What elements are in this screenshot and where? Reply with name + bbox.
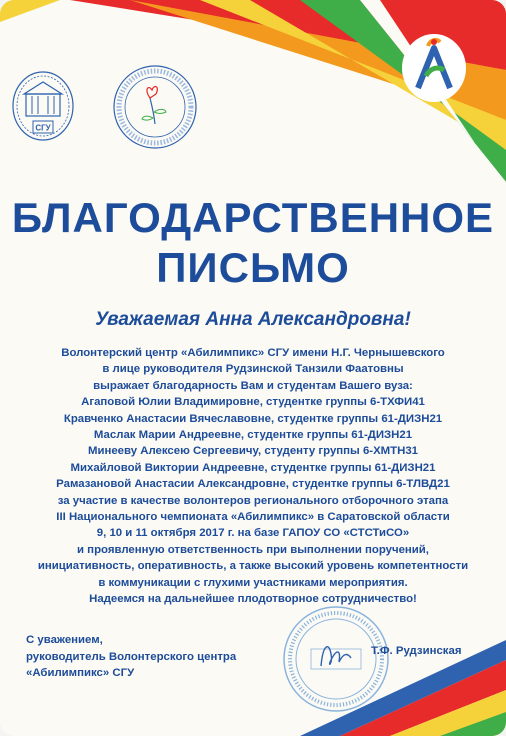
closing-line: «Абилимпикс» СГУ [26,667,135,679]
official-stamp-icon [281,604,391,714]
body-line: инициативность, оперативность, а также высокий уровень компетентности [37,560,469,573]
body-line: Волонтерский центр «Абилимпикс» СГУ имени Н.Г. Чернышевского [61,347,445,359]
sgu-label: СГУ [35,123,51,133]
body-line: Кравченко Анастасии Вячеславовне, студентке группы 61-ДИЗН21 [63,412,443,425]
body-line: Агаповой Юлии Владимировне, студентке группы 6-ТХФИ41 [81,396,425,409]
body-line: в коммуникации с глухими участниками мероприятия. [98,576,408,589]
document-title-line1: БЛАГОДАРСТВЕННОЕ [11,194,495,241]
greeting: Уважаемая Анна Александровна! [95,309,411,330]
body-line: Надеемся на дальнейшее плодотворное сотрудничество! [89,593,417,606]
body-line: III Национального чемпионата «Абилимпикс» в Саратовской области [56,511,450,524]
body-line: выражает благодарность Вам и студентам Вашего вуза: [93,379,413,392]
stripe-top-yellow [0,0,60,22]
closing-line: руководитель Волонтерского центра [26,650,237,663]
body-line: Михайловой Виктории Андреевне, студентке группы 61-ДИЗН21 [70,461,436,474]
signature-icon [321,647,351,666]
body-line: 9, 10 и 11 октября 2017 г. на базе ГАПОУ СО «СТСТиСО» [96,527,410,540]
document-title-line2: ПИСЬМО [156,244,350,291]
body-line: Маслак Марии Андреевне, студентке группы 61-ДИЗН21 [93,429,413,442]
closing-line: С уважением, [26,634,103,646]
closing-block [26,632,236,682]
body-line: Минееву Алексею Сергеевичу, студенту группы 6-ХМТН31 [87,445,419,458]
body-line: в лице руководителя Рудзинской Танзили Фаатовны [102,363,404,376]
body-line: за участие в качестве волонтеров регионального отборочного этапа [57,494,449,507]
university-building-icon [8,66,78,150]
abilympics-a-icon [400,30,468,104]
body-line: и проявленную ответственность при выполнении поручений, [77,543,429,556]
letter-body [20,345,486,608]
body-line: Рамазановой Анастасии Александровне, студентке группы 6-ТЛВД21 [56,478,450,491]
flower-seal-icon [110,62,200,152]
signer-name: Т.Ф. Рудзинская [371,645,462,657]
